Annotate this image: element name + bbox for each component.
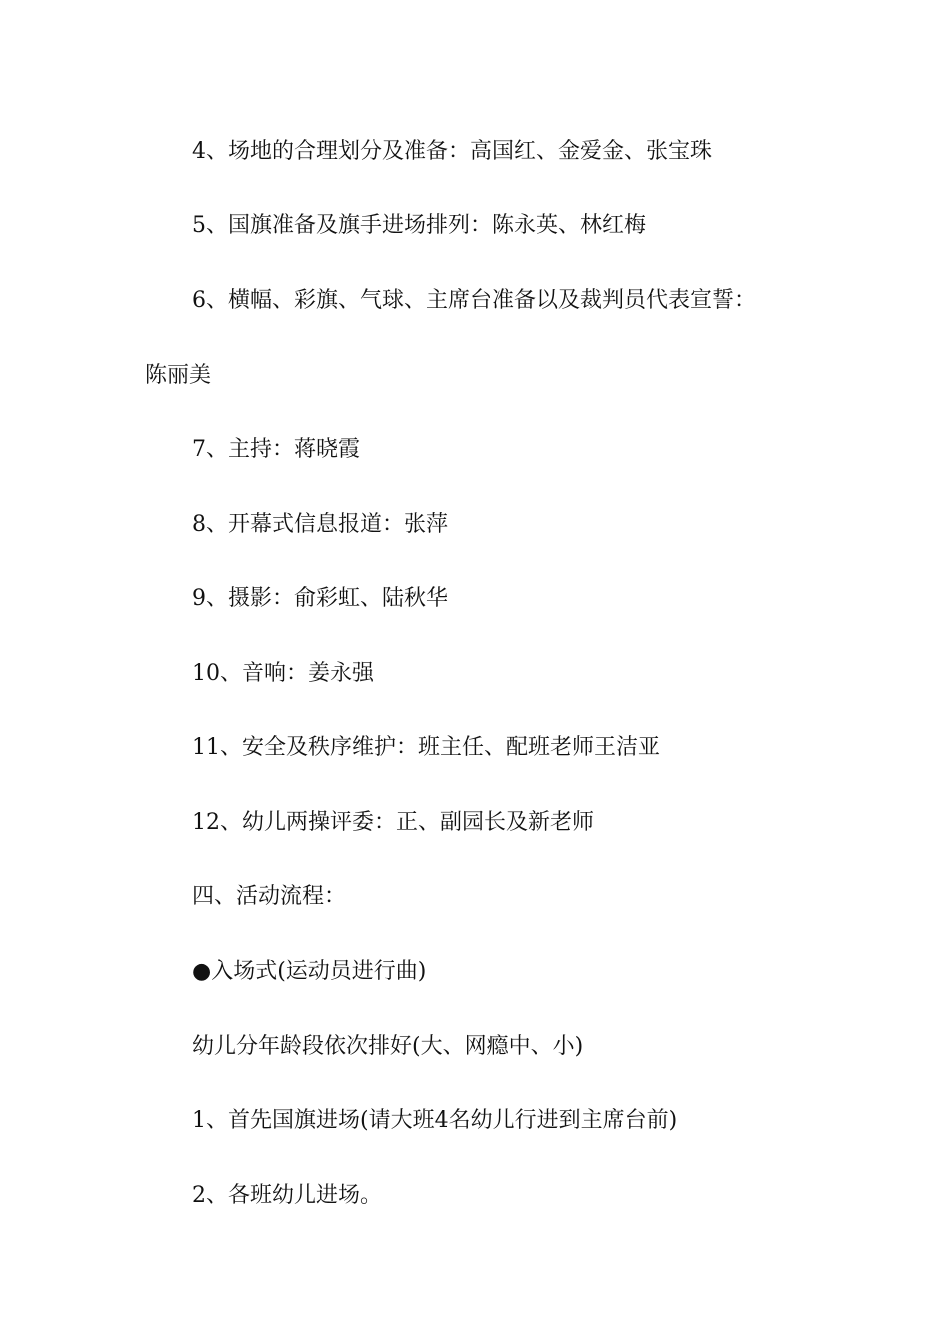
doc-line-11: 四、活动流程： [192, 884, 347, 909]
doc-line-15: 2、各班幼儿进场。 [192, 1183, 382, 1208]
doc-line-1: 4、场地的合理划分及准备：高国红、金爱金、张宝珠 [192, 139, 712, 164]
doc-line-13: 幼儿分年龄段依次排好(大、网瘾中、小) [192, 1034, 584, 1059]
doc-line-4: 陈丽美 [145, 363, 212, 388]
doc-line-12: ●入场式(运动员进行曲) [192, 959, 427, 984]
doc-line-5: 7、主持：蒋晓霞 [192, 437, 360, 462]
doc-line-9: 11、安全及秩序维护：班主任、配班老师王洁亚 [192, 735, 660, 760]
doc-line-14: 1、首先国旗进场(请大班4名幼儿行进到主席台前) [192, 1108, 678, 1133]
doc-line-10: 12、幼儿两操评委：正、副园长及新老师 [192, 810, 594, 835]
doc-line-2: 5、国旗准备及旗手进场排列：陈永英、林红梅 [192, 213, 646, 238]
doc-line-6: 8、开幕式信息报道：张萍 [192, 512, 448, 537]
doc-line-8: 10、音响：姜永强 [192, 661, 374, 686]
doc-line-7: 9、摄影：俞彩虹、陆秋华 [192, 586, 448, 611]
doc-line-3: 6、横幅、彩旗、气球、主席台准备以及裁判员代表宣誓： [192, 288, 756, 313]
